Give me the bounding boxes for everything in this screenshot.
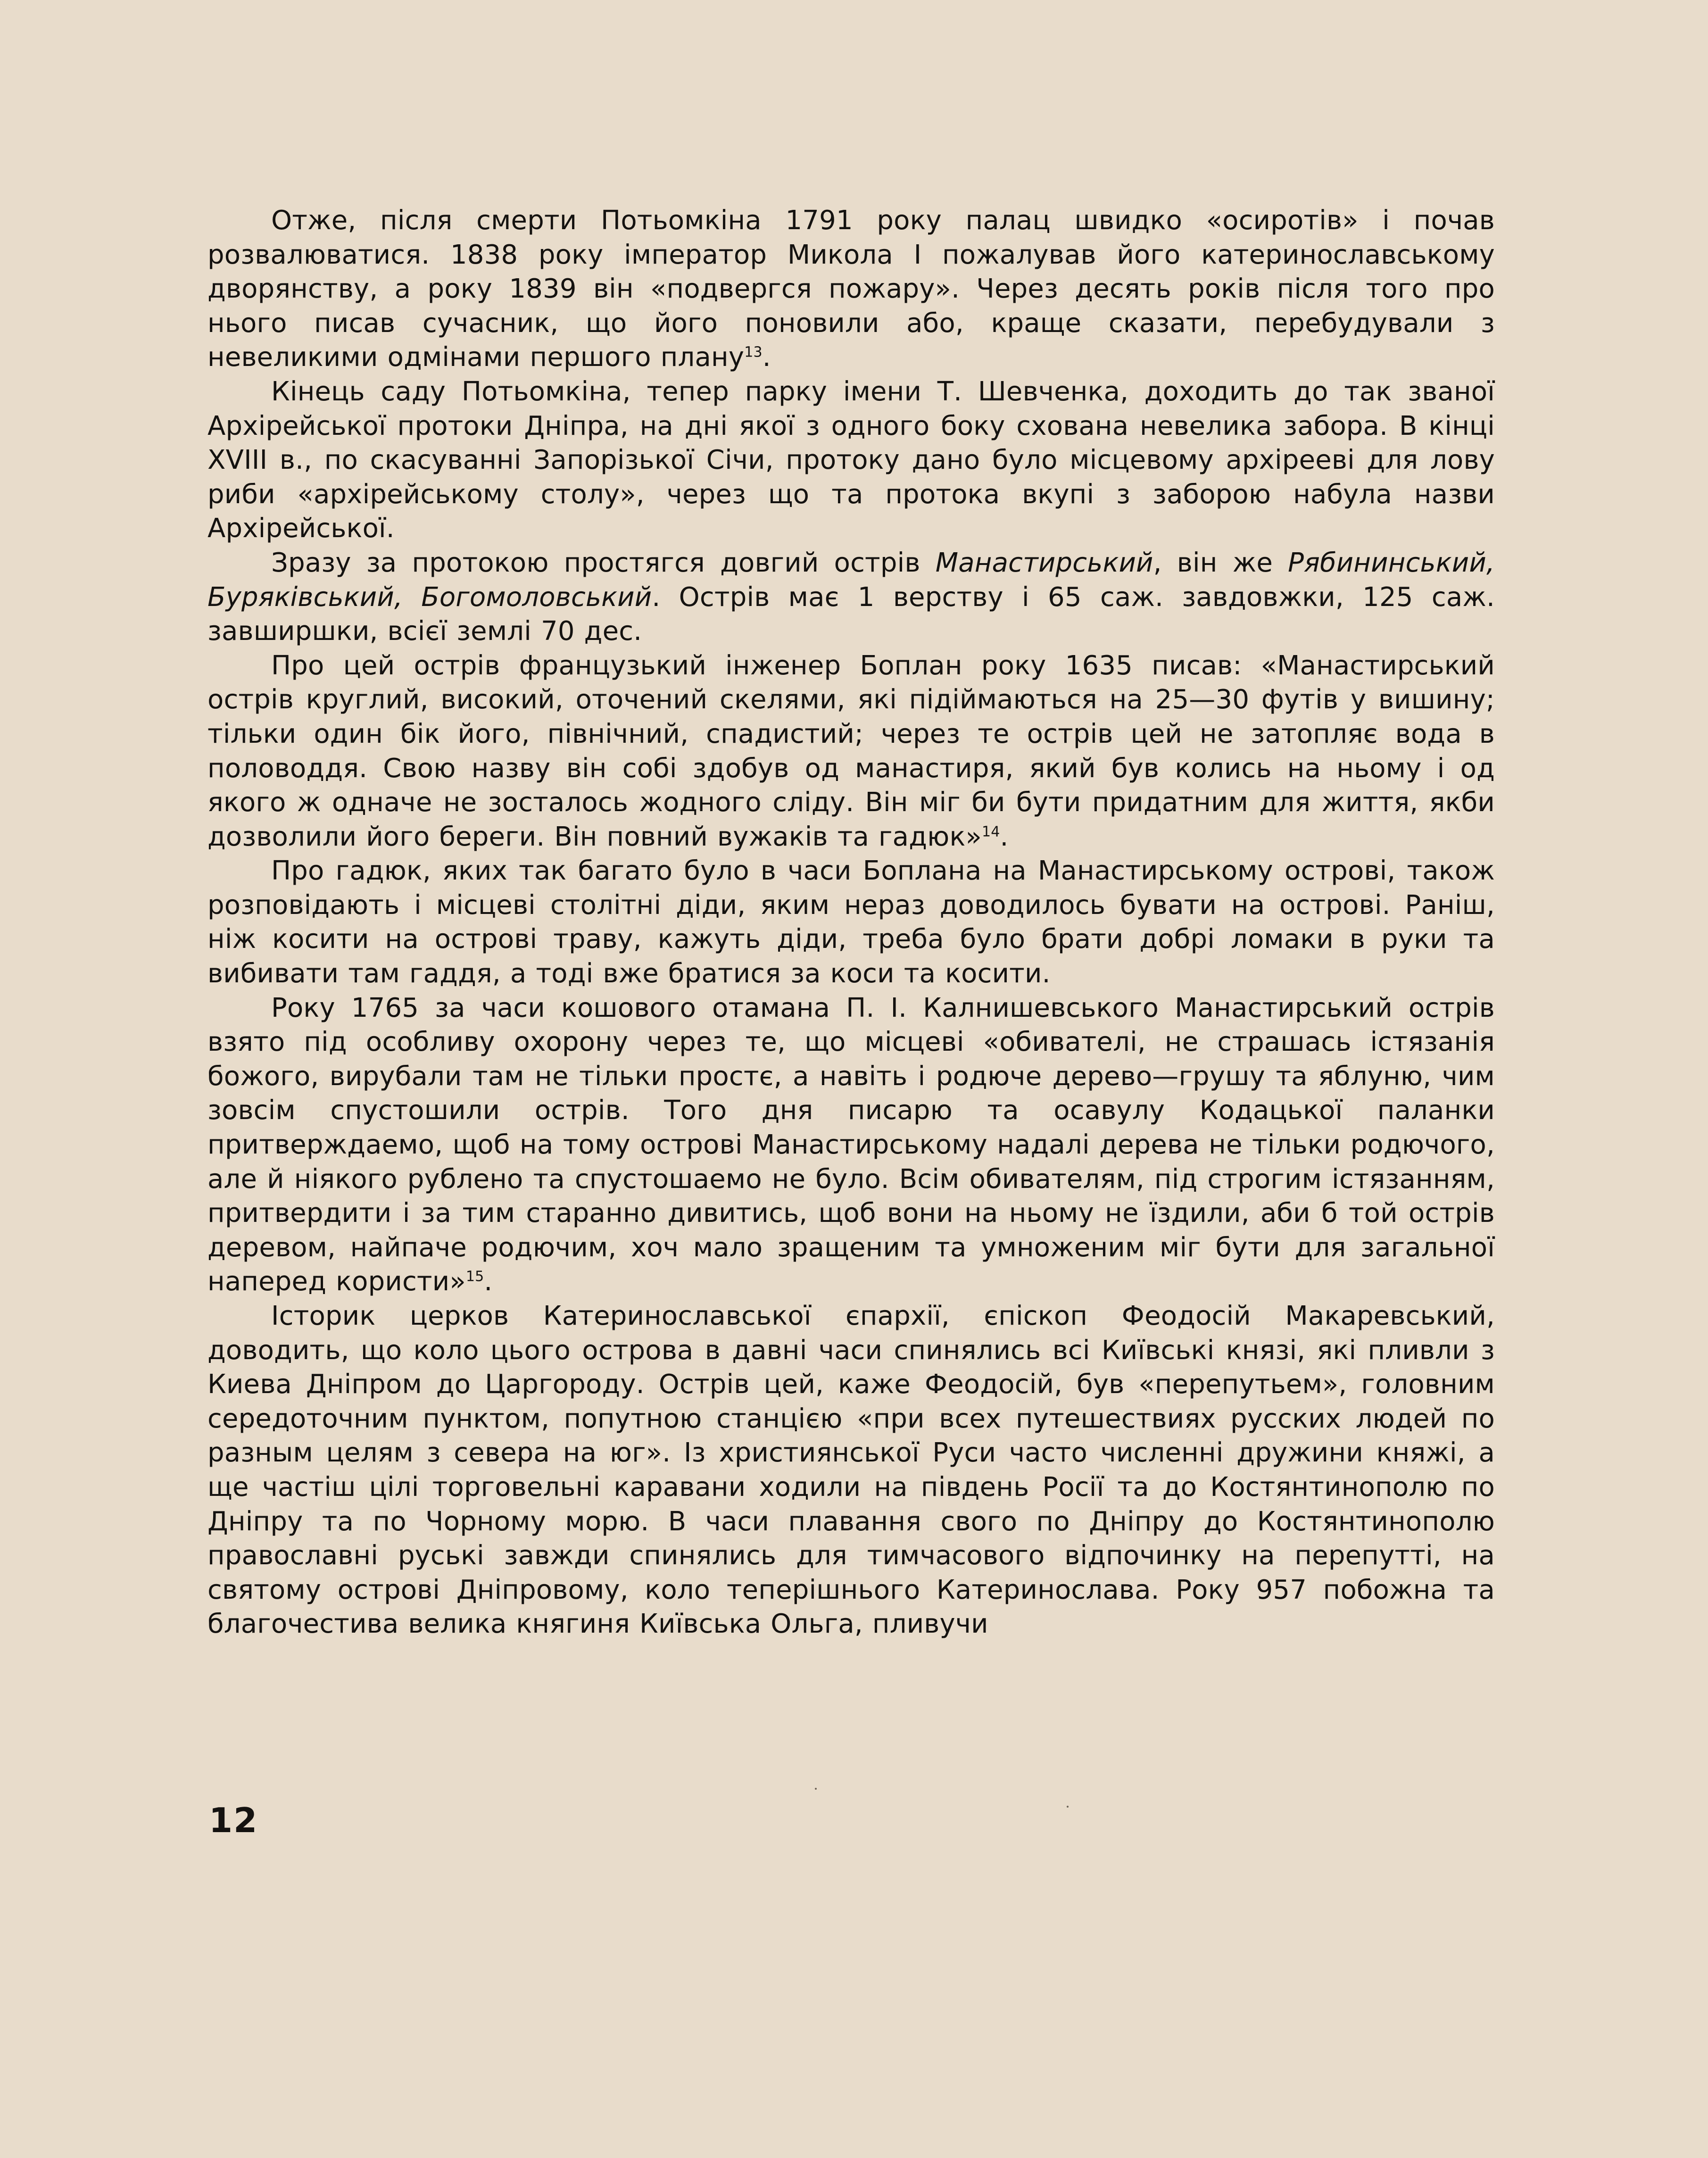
italic-name: Рябининський, Буряківський, Богомоловський xyxy=(207,547,1495,613)
text-run: Кінець саду Потьомкіна, тепер парку імени Т. Шевченка, доходить до так званої Архірейської протоки Дніпра, на дні якої з одного боку схована невелика забора. В кінці XVIII в., по скасуванні Запорізької Січи, протоку дано було місцевому архірееві для лову риби «архірейському столу», через що та протока вкупі з заборою набула назви Архірейської. xyxy=(207,376,1495,544)
body-text xyxy=(207,204,1495,1642)
page-number: 12 xyxy=(209,1801,258,1840)
text-run: . xyxy=(1000,821,1009,852)
text-run: Історик церков Катеринославської єпархії, єпіскоп Феодосій Макаревський, доводить, що коло цього острова в давні часи спинялись всі Київські князі, які пливли з Киева Дніпром до Царгороду. Острів цей, каже Феодосій, був «перепутьем», головним середоточним пунктом, попутною станцією «при всех путешествиях русских людей по разным целям з севера на юг». Із християнської Руси часто численні дружини княжі, а ще частіш цілі торговельні каравани ходили на південь Росії та до Костянтинополю по Дніпру та по Чорному морю. В часи плавання свого по Дніпру до Костянтинополю православні руські завжди спинялись для тимчасового відпочинку на перепутті, на святому острові Дніпровому, коло теперішнього Катеринослава. Року 957 побожна та благочестива велика княгиня Київська Ольга, пливучи xyxy=(207,1301,1495,1640)
text-run: , він же xyxy=(1153,547,1288,578)
paragraph xyxy=(207,649,1495,855)
paper-speck xyxy=(815,1788,817,1790)
text-run: Зразу за протокою простягся довгий острів xyxy=(271,547,936,578)
text-run: . xyxy=(484,1266,493,1297)
paragraph xyxy=(207,1299,1495,1642)
italic-name: Манастирський xyxy=(935,547,1153,578)
paragraph xyxy=(207,204,1495,375)
paragraph xyxy=(207,854,1495,991)
text-run: Про гадюк, яких так багато було в часи Боплана на Манастирському острові, також розповідають і місцеві столітні діди, яким нераз доводилось бувати на острові. Раніш, ніж косити на острові траву, кажуть діди, треба було брати добрі ломаки в руки та вибивати там гаддя, а тоді вже братися за коси та косити. xyxy=(207,855,1495,989)
text-run: Про цей острів французький інженер Боплан року 1635 писав: «Манастирський острів круглий, високий, оточений скелями, які підіймаються на 25—30 футів у вишину; тільки один бік його, північний, спадистий; через те острів цей не затопляє вода в половоддя. Свою назву він собі здобув од манастиря, який був колись на ньому і од якого ж одначе не зосталось жодного сліду. Він міг би бути придатним для життя, якби дозволили його береги. Він повний вужаків та гадюк» xyxy=(207,650,1495,852)
text-run: Року 1765 за часи кошового отамана П. І. Калнишевського Манастирський острів взято під особливу охорону через те, що місцеві «обивателі, не страшась істязанія божого, вирубали там не тільки простє, а навіть і родюче дерево—грушу та яблуню, чим зовсім спустошили острів. Того дня писарю та осавулу Кодацької паланки притверждаемо, щоб на тому острові Манастирському надалі дерева не тільки родючого, але й ніякого рублено та спустошаемо не було. Всім обивателям, під строгим істязанням, притвердити і за тим старанно дивитись, щоб вони на ньому не їздили, аби б той острів деревом, найпаче родючим, хоч мало зращеним та умноженим міг бути для загальної наперед користи» xyxy=(207,992,1495,1297)
paragraph xyxy=(207,375,1495,546)
text-run: . xyxy=(762,342,771,373)
paper-speck xyxy=(1067,1806,1069,1808)
footnote-ref: 15 xyxy=(465,1268,484,1285)
text-run: . Острів має 1 верству і 65 саж. завдовжки, 125 саж. завширшки, всієї землі 70 дес. xyxy=(207,581,1495,647)
text-run: Отже, після смерти Потьомкіна 1791 року палац швидко «осиротів» і почав розвалюватися. 1838 року імператор Микола I пожалував його катеринославському дворянству, а року 1839 він «подвергся пожару». Через десять років після того про нього писав сучасник, що його поновили або, краще сказати, перебудували з невеликими одмінами першого плану xyxy=(207,205,1495,373)
footnote-ref: 14 xyxy=(981,823,1000,840)
paragraph xyxy=(207,991,1495,1299)
paragraph xyxy=(207,546,1495,649)
footnote-ref: 13 xyxy=(744,344,763,361)
